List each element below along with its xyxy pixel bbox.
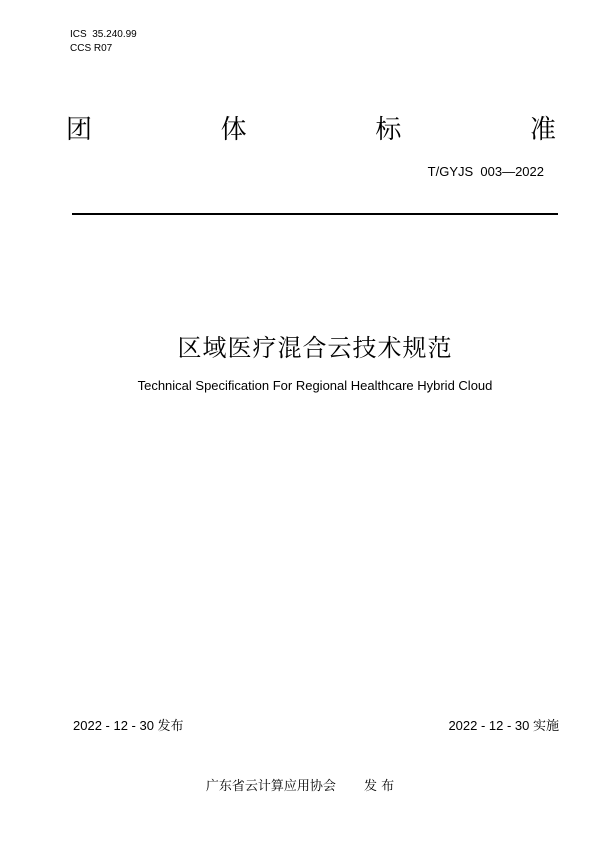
- standard-type-heading: [66, 114, 556, 146]
- standard-type-char: 标: [375, 115, 402, 145]
- ccs-code: CCS R07: [70, 43, 113, 54]
- classification-codes: [70, 28, 137, 56]
- implement-date: 2022 - 12 - 30 实施: [448, 718, 559, 733]
- publish-date: 2022 - 12 - 30 发布: [73, 718, 184, 733]
- ics-code: ICS 35.240.99: [70, 29, 137, 40]
- issuer-name: 广东省云计算应用协会: [205, 779, 336, 794]
- standard-type-char: 团: [66, 115, 93, 145]
- header-divider: [72, 213, 558, 215]
- standard-code: T/GYJS 003—2022: [427, 164, 544, 179]
- standard-type-char: 准: [529, 115, 556, 145]
- document-title-chinese: 区域医疗混合云技术规范: [177, 334, 453, 362]
- issuer-action: 发 布: [363, 779, 395, 794]
- issuer-line: [0, 775, 600, 794]
- standard-type-char: 体: [220, 115, 247, 145]
- document-title-english: Technical Specification For Regional Healthcare Hybrid Cloud: [137, 378, 493, 393]
